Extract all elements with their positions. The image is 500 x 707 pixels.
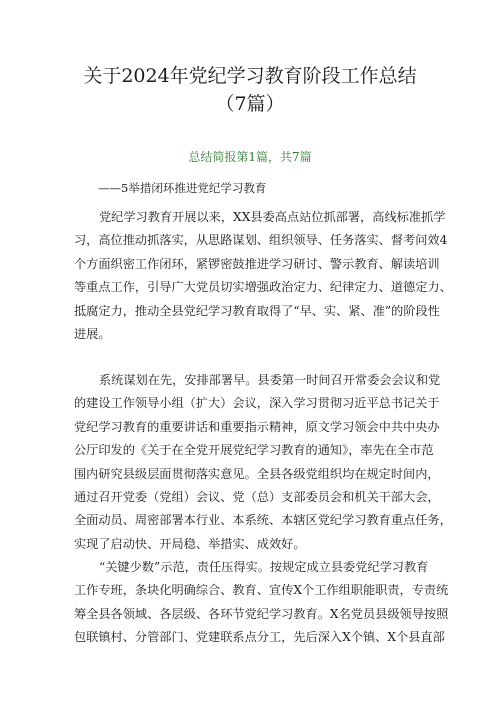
paragraph-line: 等重点工作，引导广大党员切实增强政治定力、纪律定力、道德定力、 <box>74 280 452 295</box>
paragraph-1 <box>74 206 452 346</box>
paragraph-line: 的建设工作领导小组（扩大）会议，深入学习贯彻习近平总书记关于 <box>74 396 440 411</box>
paragraph-line: 进展。 <box>74 327 111 342</box>
paragraph-line: 通过召开党委（党组）会议、党（总）支部委员会和机关干部大会， <box>74 490 440 505</box>
paragraph-line: 党纪学习教育的重要讲话和重要指示精神，原文学习领会中共中央办 <box>74 419 440 434</box>
paragraph-3 <box>74 556 449 650</box>
paragraph-line: 工作专班，条块化明确综合、教育、宣传X个工作组职能职责，专责统 <box>74 583 449 598</box>
paragraph-line: 公厅印发的《关于在全党开展党纪学习教育的通知》，率先在全市范 <box>74 443 434 458</box>
paragraph-line: 系统谋划在先，安排部署早。县委第一时间召开常委会会议和党 <box>99 373 441 387</box>
paragraph-line: 实现了启动快、开局稳、举措实、成效好。 <box>74 536 306 551</box>
paragraph-line: 习，高位推动抓落实，从思路谋划、组织领导、任务落实、督考问效4 <box>74 233 448 248</box>
paragraph-line: “关键少数”示范，责任压得实。按规定成立县委党纪学习教育 <box>99 560 429 574</box>
paragraph-2 <box>74 369 452 556</box>
paragraph-line: 抵腐定力，推动全县党纪学习教育取得了“早、实、紧、准”的阶段性 <box>74 303 440 318</box>
paragraph-line: 筹全县各领域、各层级、各环节党纪学习教育。X名党员县级领导按照 <box>74 606 449 621</box>
paragraph-line: 包联镇村、分管部门、党建联系点分工，先后深入X个镇、X个县直部 <box>74 630 445 645</box>
section-heading: ——5举措闭环推进党纪学习教育 <box>98 181 267 195</box>
document-title-count: （7篇） <box>215 93 285 115</box>
paragraph-line: 全面动员、周密部署本行业、本系统、本辖区党纪学习教育重点任务， <box>74 513 452 528</box>
paragraph-line: 党纪学习教育开展以来，XX县委高点站位抓部署，高线标准抓学 <box>99 210 446 224</box>
document-subheading: 总结简报第1篇，共7篇 <box>188 150 312 164</box>
document-title: 关于2024年党纪学习教育阶段工作总结 <box>83 65 417 87</box>
paragraph-line: 个方面织密工作闭环，紧锣密鼓推进学习研讨、警示教育、解读培训 <box>74 256 440 271</box>
paragraph-line: 围内研究县级层面贯彻落实意见。全县各级党组织均在规定时间内， <box>74 466 440 481</box>
